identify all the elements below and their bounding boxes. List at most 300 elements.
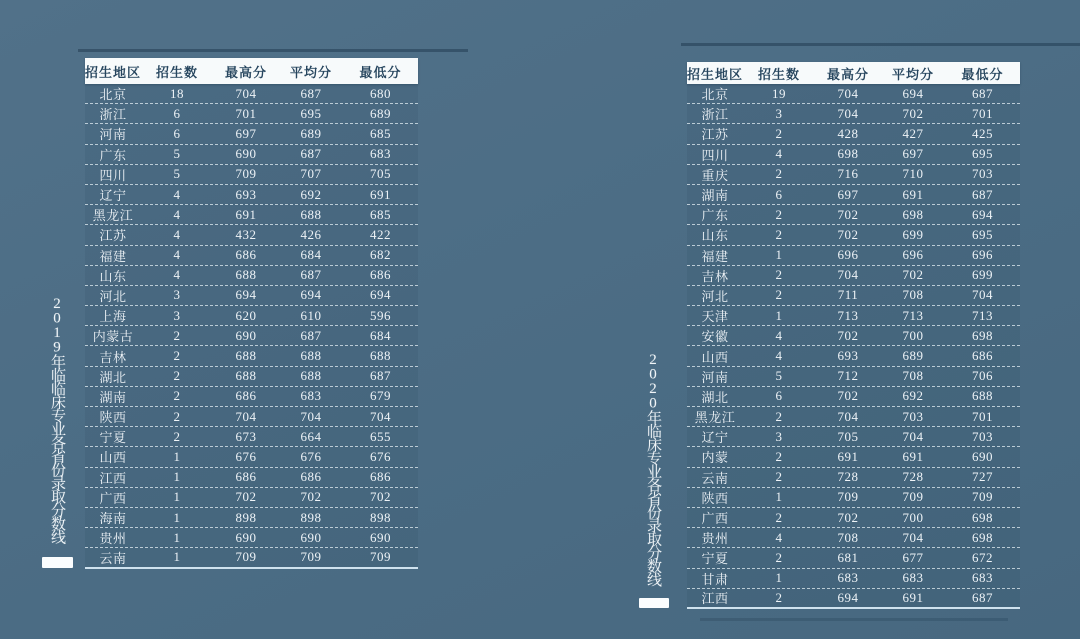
table-cell: 712 [837,368,859,384]
table-row [85,447,418,467]
table-cell: 704 [370,408,391,424]
table-cell: 704 [837,105,859,121]
table-cell: 422 [370,226,391,242]
table-row [687,508,1020,528]
table-cell: 695 [972,226,993,242]
table-row [85,548,418,568]
table-cell: 河南 [701,369,729,385]
table-cell: 690 [235,529,257,545]
table-cell: 浙江 [701,107,729,123]
table-row [687,306,1020,326]
table-cell: 1 [173,529,181,545]
table-cell: 陕西 [701,490,729,506]
table-cell: 697 [837,186,859,202]
table-cell: 四川 [99,167,127,183]
table-cell: 黑龙江 [92,208,134,224]
table-row [85,346,418,366]
table-cell: 广东 [701,208,729,224]
table-cell: 4 [775,146,783,162]
table-cell: 天津 [701,309,729,325]
column-header: 最低分 [359,64,402,80]
table-cell: 690 [300,529,322,545]
table-cell: 陕西 [99,410,127,426]
table-cell: 江西 [99,470,127,486]
table-cell: 4 [173,247,181,263]
table-cell: 702 [300,489,322,505]
table-row [687,104,1020,124]
table-cell: 694 [300,287,322,303]
table-row [85,306,418,326]
table-row [85,165,418,185]
table-cell: 692 [902,388,924,404]
table-cell: 898 [370,509,391,525]
table-cell: 689 [370,105,391,121]
table-cell: 2 [173,327,181,343]
table-cell: 2 [775,206,783,222]
table-cell: 696 [837,247,859,263]
table-cell: 692 [300,186,322,202]
table-cell: 672 [972,549,993,565]
table-row [85,124,418,144]
table-cell: 704 [300,408,322,424]
table-cell: 河南 [99,127,127,143]
table-cell: 711 [837,287,859,303]
table-cell: 2 [775,287,783,303]
table-cell: 727 [972,469,993,485]
table-cell: 713 [902,307,924,323]
table-cell: 694 [902,85,924,101]
table-cell: 江苏 [99,228,127,244]
table-cell: 6 [173,125,181,141]
table-cell: 728 [902,469,924,485]
table-cell: 699 [972,267,993,283]
table-row [687,266,1020,286]
table-cell: 689 [902,348,924,364]
table-cell: 690 [370,529,391,545]
table-header-row [687,62,1020,84]
table-cell: 702 [837,226,859,242]
table-cell: 685 [370,125,391,141]
table-cell: 702 [837,509,859,525]
table-cell: 698 [902,206,924,222]
table-cell: 688 [300,206,322,222]
table-row [85,326,418,346]
table-cell: 1 [173,549,181,565]
table-cell: 710 [902,166,924,182]
table-cell: 1 [173,509,181,525]
table-row [85,84,418,104]
table-cell: 698 [972,327,993,343]
table-cell: 898 [235,509,257,525]
table-cell: 704 [235,85,257,101]
table-cell: 698 [837,146,859,162]
table-cell: 19 [772,85,786,101]
table-cell: 江西 [701,591,729,607]
table-cell: 688 [300,368,322,384]
table-cell: 690 [972,448,993,464]
table-cell: 683 [902,570,924,586]
table-cell: 辽宁 [99,188,127,204]
table-cell: 704 [235,408,257,424]
table-cell: 696 [902,247,924,263]
table-row [687,387,1020,407]
table-cell: 704 [902,529,924,545]
table-cell: 702 [837,388,859,404]
table-cell: 432 [235,226,257,242]
table-cell: 2 [173,428,181,444]
table-cell: 686 [235,388,257,404]
table-cell: 694 [972,206,993,222]
table-cell: 703 [972,166,993,182]
table-cell: 694 [235,287,257,303]
table-cell: 黑龙江 [694,410,736,426]
table-cell: 709 [370,549,391,565]
table-cell: 688 [235,348,257,364]
table-cell: 6 [173,105,181,121]
table-row [85,387,418,407]
table-cell: 河北 [701,288,729,304]
table-row [85,246,418,266]
table-cell: 705 [370,166,391,182]
table-row [85,407,418,427]
table-row [85,225,418,245]
table-cell: 693 [235,186,257,202]
table-cell: 709 [235,166,257,182]
table-cell: 703 [972,428,993,444]
table-cell: 3 [173,287,181,303]
table-cell: 683 [972,570,993,586]
table-cell: 2 [775,267,783,283]
table-cell: 676 [235,448,257,464]
table-cell: 682 [370,247,391,263]
table-cell: 694 [370,287,391,303]
table-header-row [85,58,418,84]
table-cell: 2 [775,166,783,182]
column-header: 最低分 [961,66,1004,82]
table-cell: 686 [300,469,322,485]
table-cell: 北京 [99,87,127,103]
table-cell: 696 [972,247,993,263]
table-cell: 687 [300,267,322,283]
table-cell: 2 [775,448,783,464]
right-table-top-rule [681,43,1080,46]
table-cell: 6 [775,186,783,202]
left-table-vertical-title: 2019年临临床专业各省份录取分数线 [49,296,65,543]
table-cell: 676 [300,448,322,464]
table-cell: 695 [972,146,993,162]
column-header: 招生数 [757,66,800,82]
table-row [687,346,1020,366]
table-cell: 6 [775,388,783,404]
table-cell: 709 [235,549,257,565]
table-cell: 4 [775,348,783,364]
table-cell: 706 [972,368,993,384]
table-cell: 湖南 [99,389,127,405]
right-table-bottom-shadow [700,618,1008,621]
table-cell: 702 [370,489,391,505]
table-cell: 688 [370,348,391,364]
table-cell: 1 [775,247,783,263]
table-cell: 679 [370,388,391,404]
table-cell: 690 [235,327,257,343]
table-cell: 2 [775,469,783,485]
left-table-top-rule [78,49,468,52]
table-cell: 700 [902,327,924,343]
table-cell: 广西 [99,490,127,506]
table-cell: 湖北 [99,369,127,385]
table-row [85,145,418,165]
table-cell: 655 [370,428,391,444]
table-cell: 694 [837,589,859,605]
table-cell: 687 [370,368,391,384]
table-cell: 687 [300,327,322,343]
table-cell: 2 [775,589,783,605]
table-cell: 704 [837,85,859,101]
table-row [687,185,1020,205]
table-row [85,286,418,306]
table-cell: 713 [837,307,859,323]
scores-table-2019 [85,58,418,569]
table-cell: 704 [972,287,993,303]
table-row [687,326,1020,346]
table-row [687,225,1020,245]
table-cell: 广西 [701,511,729,527]
table-cell: 677 [902,549,924,565]
table-cell: 704 [837,408,859,424]
table-cell: 2 [775,408,783,424]
table-cell: 吉林 [701,268,729,284]
table-cell: 699 [902,226,924,242]
table-cell: 4 [775,327,783,343]
table-cell: 4 [173,226,181,242]
table-cell: 695 [300,105,322,121]
table-cell: 702 [837,206,859,222]
table-cell: 691 [837,448,859,464]
table-cell: 707 [300,166,322,182]
table-cell: 4 [173,267,181,283]
table-cell: 5 [775,368,783,384]
table-cell: 1 [775,307,783,323]
table-cell: 5 [173,146,181,162]
column-header: 最高分 [224,64,267,80]
table-row [687,589,1020,609]
table-row [687,528,1020,548]
table-cell: 688 [300,348,322,364]
column-header: 招生地区 [687,66,744,82]
table-cell: 704 [902,428,924,444]
table-cell: 708 [902,368,924,384]
table-cell: 1 [173,448,181,464]
table-row [85,367,418,387]
table-cell: 687 [300,85,322,101]
table-cell: 江苏 [701,127,729,143]
table-cell: 宁夏 [701,551,729,567]
table-cell: 686 [370,267,391,283]
table-row [687,165,1020,185]
table-cell: 683 [837,570,859,586]
table-cell: 内蒙 [701,450,729,466]
column-header: 招生数 [155,64,198,80]
table-row [687,427,1020,447]
table-cell: 688 [235,267,257,283]
table-cell: 713 [972,307,993,323]
table-cell: 701 [972,105,993,121]
table-cell: 山西 [701,349,729,365]
table-cell: 贵州 [701,531,729,547]
table-cell: 吉林 [99,349,127,365]
table-cell: 贵州 [99,531,127,547]
table-cell: 2 [173,368,181,384]
table-cell: 688 [972,388,993,404]
left-title-white-block [42,557,73,568]
table-row [85,185,418,205]
table-cell: 山东 [99,268,127,284]
table-cell: 2 [173,408,181,424]
table-row [687,124,1020,144]
table-cell: 686 [370,469,391,485]
table-cell: 704 [837,267,859,283]
table-cell: 697 [902,146,924,162]
table-cell: 辽宁 [701,430,729,446]
table-cell: 684 [370,327,391,343]
table-cell: 683 [300,388,322,404]
table-cell: 686 [235,469,257,485]
table-cell: 709 [300,549,322,565]
table-row [687,488,1020,508]
table-cell: 673 [235,428,257,444]
table-cell: 686 [972,348,993,364]
table-cell: 5 [173,166,181,182]
table-cell: 698 [972,529,993,545]
table-cell: 上海 [99,309,127,325]
right-title-white-block [639,598,669,608]
table-cell: 701 [972,408,993,424]
table-cell: 河北 [99,288,127,304]
table-row [85,104,418,124]
table-cell: 688 [235,368,257,384]
table-cell: 4 [173,186,181,202]
table-cell: 686 [235,247,257,263]
table-cell: 681 [837,549,859,565]
column-header: 招生地区 [85,64,142,80]
table-cell: 702 [235,489,257,505]
table-cell: 691 [235,206,257,222]
table-cell: 1 [775,570,783,586]
table-cell: 云南 [701,470,729,486]
table-cell: 426 [300,226,322,242]
table-cell: 700 [902,509,924,525]
table-cell: 709 [972,489,993,505]
table-cell: 684 [300,247,322,263]
table-row [687,84,1020,104]
table-cell: 683 [370,146,391,162]
table-cell: 内蒙古 [92,329,134,345]
table-row [687,569,1020,589]
table-cell: 四川 [701,147,729,163]
table-cell: 701 [235,105,257,121]
table-cell: 705 [837,428,859,444]
table-cell: 18 [170,85,184,101]
table-cell: 宁夏 [99,430,127,446]
table-cell: 685 [370,206,391,222]
table-cell: 3 [775,428,783,444]
table-cell: 湖北 [701,389,729,405]
table-cell: 698 [972,509,993,525]
table-cell: 425 [972,125,993,141]
table-cell: 福建 [701,248,729,264]
table-cell: 福建 [99,248,127,264]
table-cell: 687 [972,589,993,605]
table-cell: 安徽 [701,329,729,345]
table-cell: 596 [370,307,391,323]
table-cell: 676 [370,448,391,464]
table-cell: 3 [173,307,181,323]
table-cell: 664 [300,428,322,444]
table-cell: 2 [173,388,181,404]
table-cell: 702 [902,267,924,283]
table-cell: 610 [300,307,322,323]
table-cell: 山东 [701,228,729,244]
table-cell: 703 [902,408,924,424]
table-cell: 898 [300,509,322,525]
table-cell: 云南 [99,550,127,566]
table-row [85,427,418,447]
table-row [687,246,1020,266]
table-cell: 1 [173,489,181,505]
table-cell: 620 [235,307,257,323]
table-cell: 702 [902,105,924,121]
table-cell: 708 [837,529,859,545]
table-cell: 689 [300,125,322,141]
table-cell: 709 [837,489,859,505]
table-row [85,468,418,488]
table-cell: 2 [775,125,783,141]
table-cell: 702 [837,327,859,343]
table-cell: 1 [173,469,181,485]
table-cell: 687 [972,85,993,101]
table-row [85,266,418,286]
column-header: 最高分 [826,66,869,82]
table-cell: 3 [775,105,783,121]
table-cell: 山西 [99,450,127,466]
table-row [85,508,418,528]
table-cell: 691 [370,186,391,202]
column-header: 平均分 [289,64,332,80]
table-row [687,367,1020,387]
table-cell: 693 [837,348,859,364]
table-row [687,145,1020,165]
table-cell: 2 [173,348,181,364]
table-cell: 709 [902,489,924,505]
table-row [687,205,1020,225]
table-cell: 680 [370,85,391,101]
table-cell: 691 [902,448,924,464]
table-row [85,205,418,225]
table-row [85,488,418,508]
column-header: 平均分 [891,66,934,82]
table-row [687,286,1020,306]
table-cell: 4 [173,206,181,222]
table-cell: 691 [902,186,924,202]
table-cell: 2 [775,549,783,565]
table-cell: 海南 [99,511,127,527]
table-cell: 691 [902,589,924,605]
table-row [687,468,1020,488]
table-cell: 浙江 [99,107,127,123]
table-cell: 428 [837,125,859,141]
table-cell: 716 [837,166,859,182]
table-cell: 427 [902,125,924,141]
